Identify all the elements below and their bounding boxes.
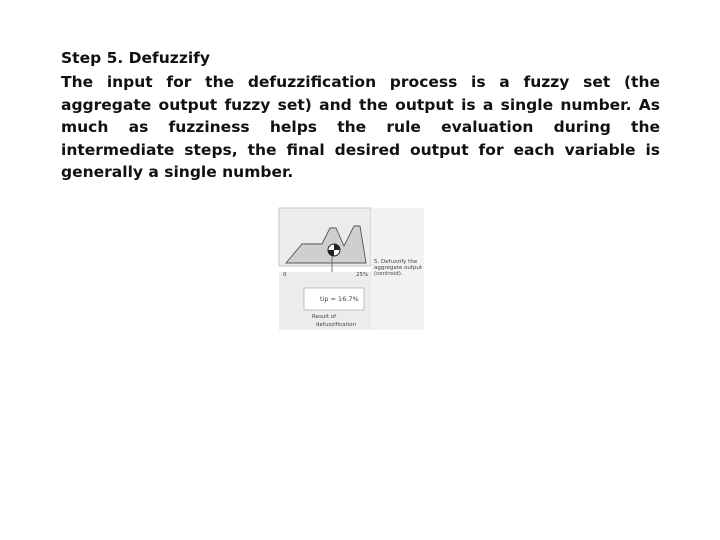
axis-min-label: 0 (283, 272, 287, 278)
centroid-icon (328, 244, 340, 256)
step-label-line3: (centroid). (374, 271, 403, 277)
defuzzification-figure (278, 206, 428, 330)
step-label-line2: aggregate output (374, 265, 423, 271)
result-value: tip = 16.7% (320, 295, 359, 303)
result-caption-line2: defuzzification (316, 322, 356, 328)
slide-heading: Step 5. Defuzzify (61, 49, 211, 67)
step-label-line1: 5. Defuzzify the (374, 259, 418, 265)
slide-paragraph: The input for the defuzzification process is a fuzzy set (the aggregate output fuzzy set) and the output is a single number. As much as fuzziness helps the rule evaluation during the intermediate steps, the final desired output for each variable is generally a single number. (61, 73, 660, 181)
result-caption-line1: Result of (312, 314, 337, 320)
axis-max-label: 25% (356, 272, 369, 278)
